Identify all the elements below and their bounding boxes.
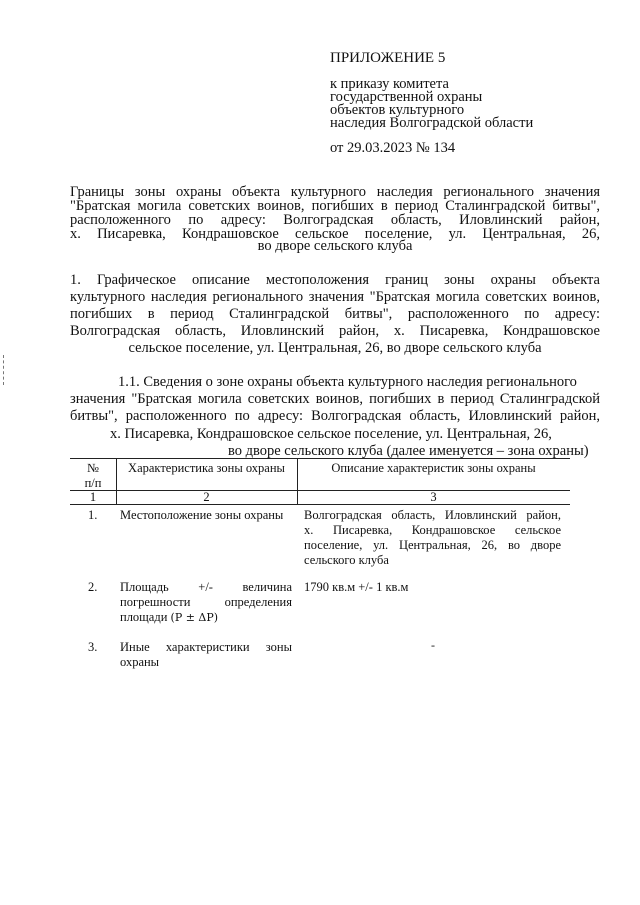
area-label: площади [120, 610, 168, 624]
column-number: 1 [89, 490, 97, 504]
row-characteristic-line: погрешности определения [120, 595, 292, 609]
header-characteristic: Характеристика зоны охраны [128, 461, 285, 475]
header-description: Описание характеристик зоны охраны [331, 461, 536, 475]
order-line: к приказу комитета [330, 76, 449, 92]
row-number: 1. [88, 508, 98, 522]
row-characteristic-line: охраны [120, 655, 160, 669]
header-num-line: № [87, 461, 99, 475]
area-formula: (P ± ΔP) [170, 611, 219, 624]
section-1-line: Волгоградская область, Иловлинский район, х. Писаревка, Кондрашовское [70, 323, 600, 339]
row-characteristic-line [120, 610, 218, 625]
section-1-line: погибших в период Сталинградской битвы", расположенного по адресу: [70, 306, 600, 322]
section-1-1-line: х. Писаревка, Кондрашовское сельское поселение, ул. Центральная, 26, [110, 426, 552, 442]
order-date: от 29.03.2023 № 134 [330, 140, 456, 156]
row-value-line: Волгоградская область, Иловлинский район, [304, 508, 561, 522]
row-value-line: поселение, ул. Центральная, 26, во дворе [304, 538, 561, 552]
annex-title: ПРИЛОЖЕНИЕ 5 [330, 50, 446, 66]
title-line: х. Писаревка, Кондрашовское сельское поселение, ул. Центральная, 26, [70, 226, 600, 242]
order-line: государственной охраны [330, 89, 483, 105]
row-characteristic: Местоположение зоны охраны [120, 508, 284, 522]
section-1-1-line: во дворе сельского клуба (далее именуется – зона охраны) [228, 443, 589, 459]
margin-mark [3, 355, 5, 385]
column-number: 3 [430, 490, 437, 504]
title-line: "Братская могила советских воинов, погибших в период Сталинградской битвы", [70, 198, 600, 214]
section-1-1-line: 1.1. Сведения о зоне охраны объекта культурного наследия регионального [118, 374, 577, 390]
section-1-line: сельское поселение, ул. Центральная, 26, во дворе сельского клуба [128, 340, 542, 356]
annex-order-reference [330, 78, 533, 130]
header-num [70, 461, 116, 491]
row-value-line: сельского клуба [304, 553, 389, 567]
order-line: объектов культурного [330, 102, 465, 118]
section-1-line: 1. Графическое описание местоположения границ зоны охраны объекта [70, 272, 600, 288]
section-1-line: культурного наследия регионального значения "Братская могила советских воинов, [70, 289, 600, 305]
row-value-line: х. Писаревка, Кондрашовское сельское [304, 523, 561, 537]
section-1-1-line: битвы", расположенного по адресу: Волгоградская область, Иловлинский район, [70, 408, 600, 424]
row-characteristic-line: Площадь +/- величина [120, 580, 292, 594]
row-number: 2. [88, 580, 98, 594]
title-line: во дворе сельского клуба [257, 238, 413, 254]
row-characteristic-line: Иные характеристики зоны [120, 640, 292, 654]
title-line: Границы зоны охраны объекта культурного наследия регионального значения [70, 184, 600, 200]
row-number: 3. [88, 640, 98, 654]
section-1-1-line: значения "Братская могила советских воинов, погибших в период Сталинградской [70, 391, 600, 407]
row-value-dash: - [431, 638, 435, 652]
table-rule-top [70, 458, 570, 459]
order-line: наследия Волгоградской области [330, 115, 534, 131]
title-line: расположенного по адресу: Волгоградская область, Иловлинский район, [70, 212, 600, 228]
header-num-line: п/п [84, 476, 102, 490]
row-value-line: 1790 кв.м +/- 1 кв.м [304, 580, 409, 594]
column-number: 2 [203, 490, 210, 504]
